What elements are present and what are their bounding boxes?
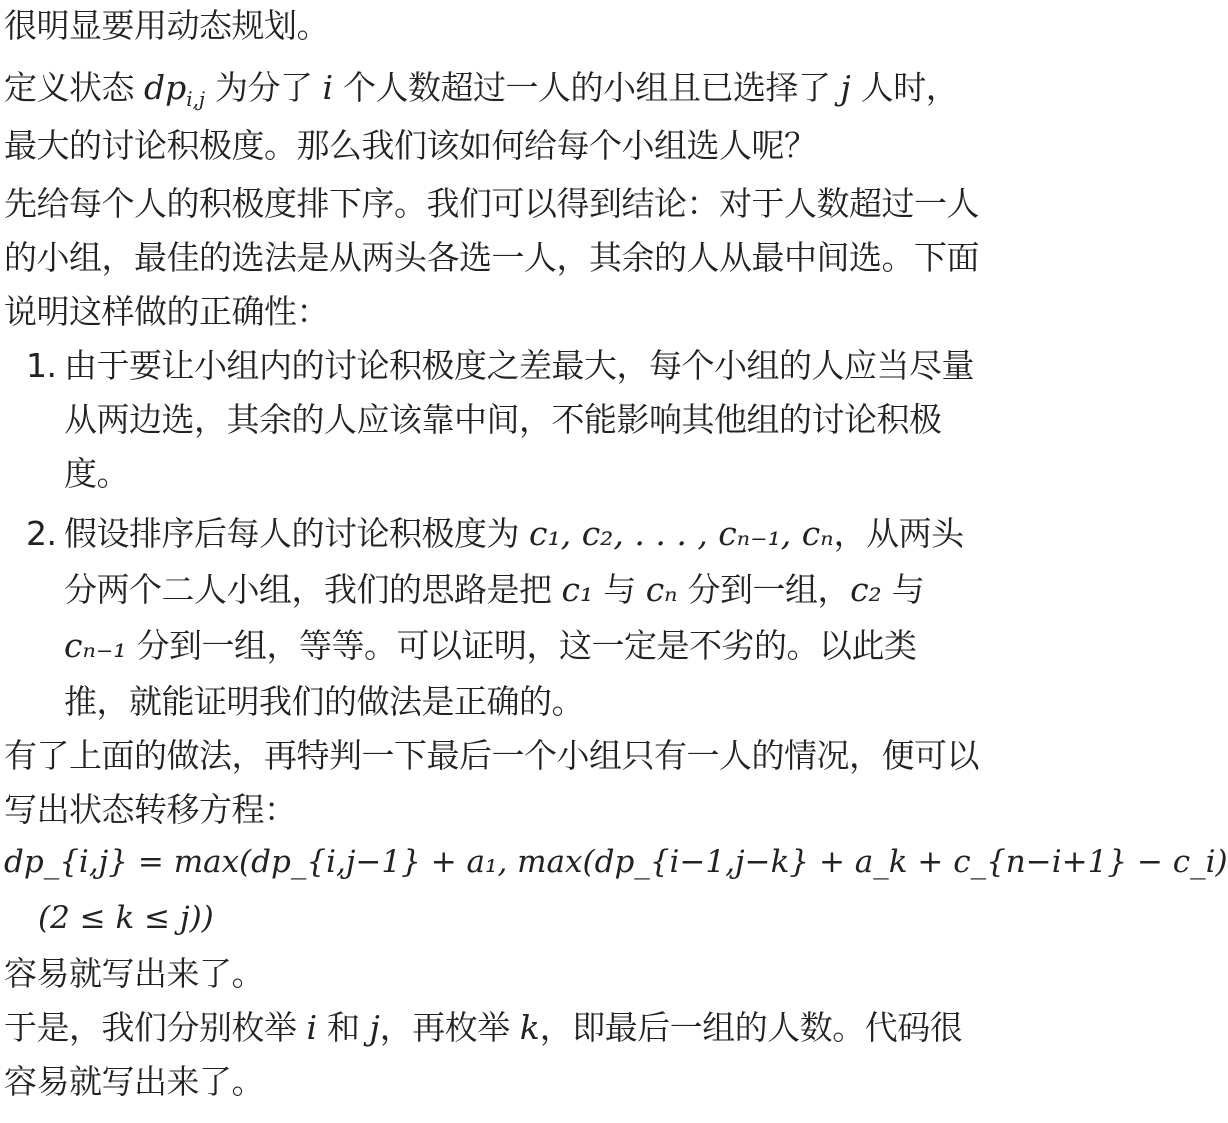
text: 和 — [317, 1008, 370, 1047]
math-i: i — [306, 1008, 318, 1047]
math-c2: c₂ — [850, 570, 882, 609]
text: 人时， — [850, 68, 959, 107]
text: 分到一组， — [677, 570, 851, 609]
paragraph-state-definition — [4, 68, 959, 111]
math-sequence: c₁, c₂, . . . , cₙ₋₁, cₙ — [529, 514, 834, 553]
paragraph-question: 最大的讨论积极度。那么我们该如何给每个小组选人呢？ — [4, 126, 817, 165]
paragraph-intro: 很明显要用动态规划。 — [4, 6, 329, 45]
math-dp-subscript: i,j — [186, 87, 205, 111]
list-item-1-line-1: 由于要让小组内的讨论积极度之差最大，每个小组的人应当尽量 — [64, 346, 974, 385]
paragraph-final: 容易就写出来了。 — [4, 1062, 264, 1101]
text: 个人数超过一人的小组且已选择了 — [333, 68, 841, 107]
text: 与 — [593, 570, 646, 609]
text: ，再枚举 — [379, 1008, 520, 1047]
math-j: j — [840, 68, 851, 107]
math-cn: cₙ — [645, 570, 678, 609]
paragraph-enumerate — [4, 1008, 962, 1048]
math-j: j — [369, 1008, 380, 1047]
paragraph-after-1: 有了上面的做法，再特判一下最后一个小组只有一人的情况，便可以 — [4, 736, 979, 775]
text: ，从两头 — [833, 514, 964, 553]
list-item-2-line-4: 推，就能证明我们的做法是正确的。 — [64, 682, 584, 721]
math-c1: c₁ — [561, 570, 594, 609]
text: 定义状态 — [4, 68, 144, 107]
list-item-2-line-2 — [64, 570, 924, 610]
paragraph-after-3: 容易就写出来了。 — [4, 954, 264, 993]
math-k: k — [519, 1008, 540, 1047]
math-cn-1: cₙ₋₁ — [64, 626, 127, 665]
list-item-1-line-2: 从两边选，其余的人应该靠中间，不能影响其他组的讨论积极 — [64, 400, 942, 439]
list-number-2: 2. — [26, 514, 57, 553]
paragraph-sort-3: 说明这样做的正确性： — [4, 292, 329, 331]
list-item-2-line-3 — [64, 626, 917, 666]
text: 分到一组，等等。可以证明，这一定是不劣的。以此类 — [126, 626, 917, 665]
text: 于是，我们分别枚举 — [4, 1008, 307, 1047]
math-dp-symbol: dp — [144, 68, 187, 107]
paragraph-after-2: 写出状态转移方程： — [4, 790, 297, 829]
text: 与 — [881, 570, 925, 609]
equation-transition: dp_{i,j} = max(dp_{i,j−1} + a₁, max(dp_{i−1,j−k} + a_k + c_{n−i+1} − c_i) — [4, 844, 1228, 880]
text: 假设排序后每人的讨论积极度为 — [64, 514, 529, 553]
paragraph-sort-2: 的小组，最佳的选法是从两头各选一人，其余的人从最中间选。下面 — [4, 238, 979, 277]
math-i: i — [322, 68, 334, 107]
list-item-1-line-3: 度。 — [64, 454, 129, 493]
list-item-2-line-1 — [64, 514, 964, 554]
equation-range: (2 ≤ k ≤ j)) — [38, 900, 214, 936]
text: 为分了 — [205, 68, 323, 107]
list-number-1: 1. — [26, 346, 57, 385]
math-dp — [144, 68, 205, 111]
text: ，即最后一组的人数。代码很 — [539, 1008, 963, 1047]
text: 分两个二人小组，我们的思路是把 — [64, 570, 562, 609]
paragraph-sort-1: 先给每个人的积极度排下序。我们可以得到结论：对于人数超过一人 — [4, 184, 979, 223]
